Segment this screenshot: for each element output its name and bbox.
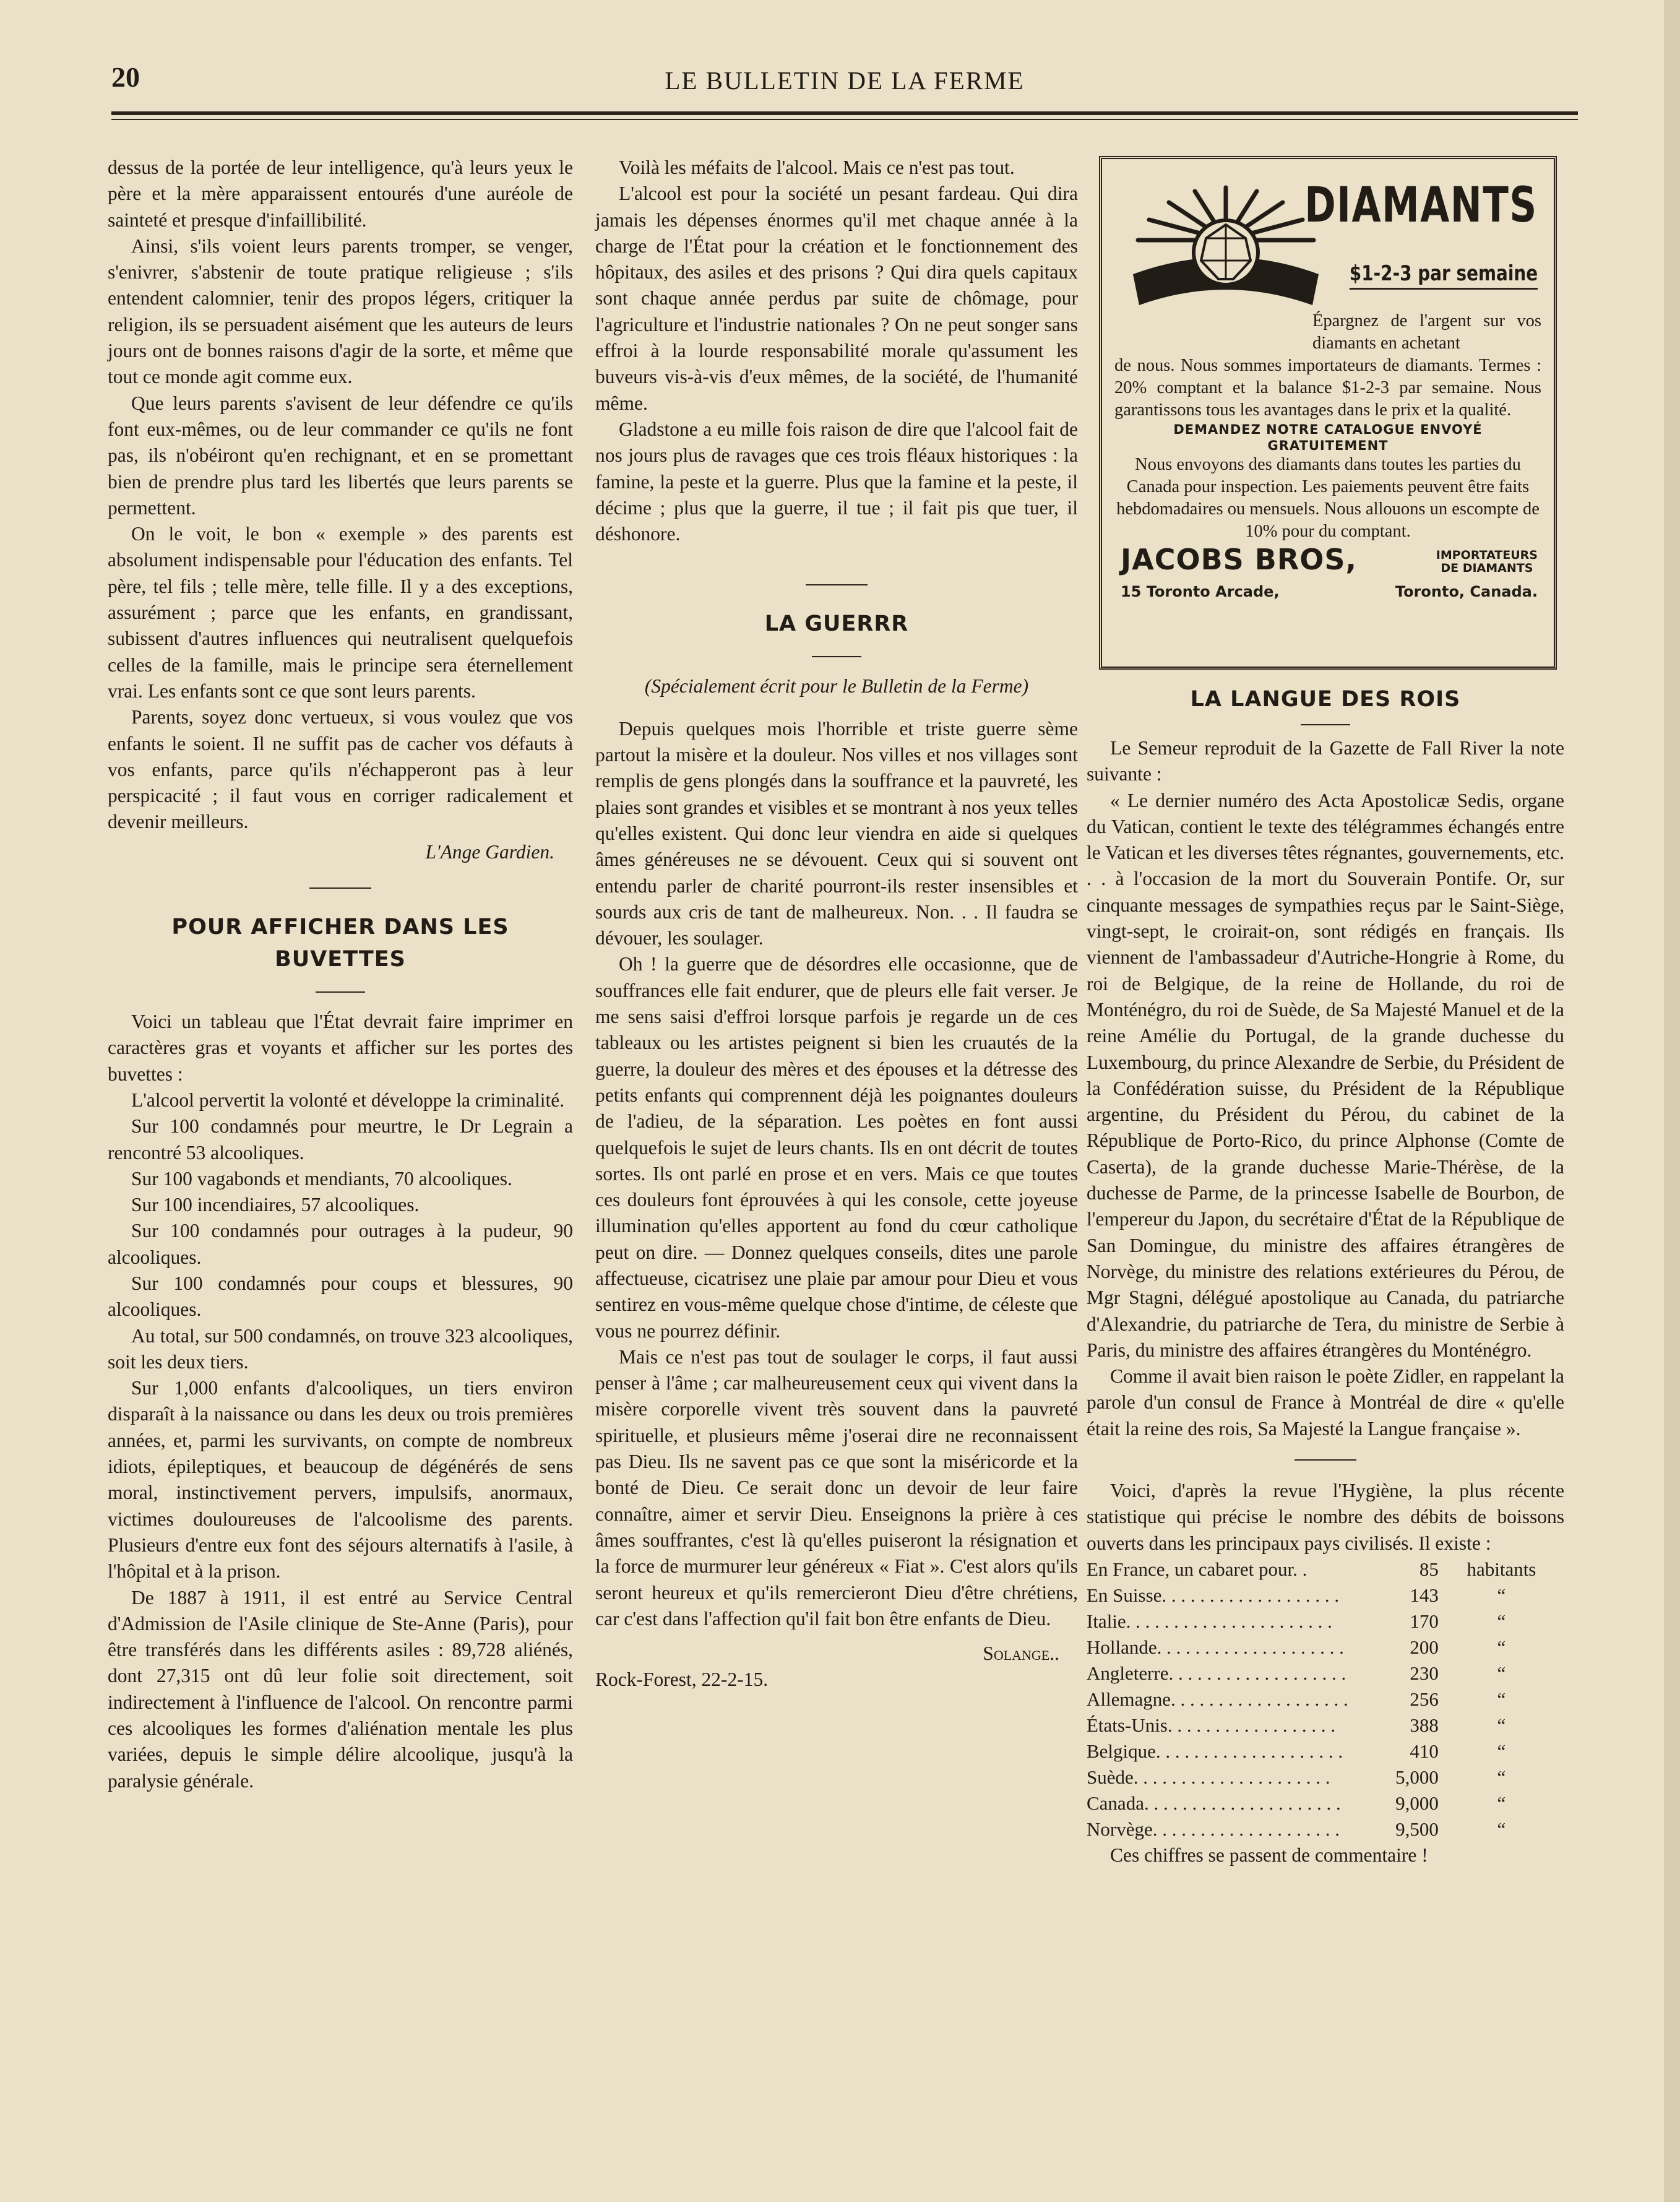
stat-country: Norvège. . . . . . . . . . . . . . . . . . . . <box>1087 1818 1340 1840</box>
ad-title: DIAMANTS <box>1304 178 1538 233</box>
header-rule-thick <box>111 111 1578 115</box>
page-header <box>111 61 1578 104</box>
paragraph: Sur 100 condamnés pour outrages à la pudeur, 90 alcooliques. <box>108 1220 573 1268</box>
paragraph: Ainsi, s'ils voient leurs parents tromper, se venger, s'enivrer, s'abstenir de toute pratique religieuse ; s'ils entendent calomnier, tenir des propos légers, critiquer la religion, ils se persuadent aisément que les auteurs de leurs jours ont de bonnes raisons d'agir de la sorte, et même que tout ce monde agit comme eux. <box>108 235 573 388</box>
stat-unit: “ <box>1497 1584 1506 1606</box>
stat-country: Angleterre. . . . . . . . . . . . . . . . . . . <box>1087 1662 1346 1684</box>
stat-country: Hollande. . . . . . . . . . . . . . . . . . . . <box>1087 1636 1344 1658</box>
stat-value: 5,000 <box>1395 1766 1439 1788</box>
paragraph: Voici un tableau que l'État devrait faire imprimer en caractères gras et voyants et afficher sur les portes des buvettes : <box>108 1011 573 1085</box>
stat-country: En France, un cabaret pour. . <box>1087 1558 1307 1580</box>
paragraph: Sur 100 incendiaires, 57 alcooliques. <box>131 1194 420 1216</box>
paragraph: L'alcool est pour la société un pesant fardeau. Qui dira jamais les dépenses énormes qu'il met chaque année à la charge de l'État pour la création et le fonctionnement des hôpitaux, des asiles et des prisons ? Qui dira quels capitaux sont chaque année perdus par suite de chômage, pour l'agriculture et l'industrie nationales ? On ne peut songer sans effroi à la lourde responsabilité morale qu'assument les buveurs vis-à-vis d'eux mêmes, de la société, de l'humanité même. <box>595 183 1078 414</box>
stat-value: 85 <box>1419 1558 1439 1580</box>
stat-value: 143 <box>1410 1584 1439 1606</box>
closing-line: Ces chiffres se passent de commentaire ! <box>1110 1844 1428 1866</box>
table-row <box>1087 1790 1564 1816</box>
ad-subtitle: $1-2-3 par semaine <box>1350 261 1538 290</box>
heading-line: BUVETTES <box>275 947 406 972</box>
article-signature: L'Ange Gardien. <box>425 840 554 863</box>
stat-country: États-Unis. . . . . . . . . . . . . . . . . . <box>1087 1714 1336 1736</box>
stat-country: Allemagne. . . . . . . . . . . . . . . . . . . <box>1087 1688 1348 1710</box>
paragraph: Parents, soyez donc vertueux, si vous voulez que vos enfants le soient. Il ne suffit pas de cacher vos défauts à vos enfants, parce qu'ils n'échapperont pas à leur perspicacité ; il faut vous en corriger radicalement et devenir meilleurs. <box>108 706 573 833</box>
paragraph: On le voit, le bon « exemple » des parents est absolument indispensable pour l'éducation des enfants. Tel père, tel fils ; telle mère, telle fille. Il y a des exceptions, assurément ; parce que les enfants, en grandissant, subissent d'autres influences qui neutralisent quelquefois celles de la famille, mais le principe sera éternellement vrai. Les enfants sont ce que sont leurs parents. <box>108 523 573 702</box>
ad-call-to-action: DEMANDEZ NOTRE CATALOGUE ENVOYÉ GRATUITEMENT <box>1173 422 1483 453</box>
paragraph: Voici, d'après la revue l'Hygiène, la plus récente statistique qui précise le nombre des débits de boissons ouverts dans les principaux pays civilisés. Il existe : <box>1087 1480 1564 1554</box>
stat-country: Italie. . . . . . . . . . . . . . . . . . . . . . <box>1087 1610 1332 1632</box>
ad-city: Toronto, Canada. <box>1395 583 1538 600</box>
paragraph: dessus de la portée de leur intelligence, qu'à leurs yeux le père et la mère apparaissent entourés d'une auréole de sainteté et presque d'infaillibilité. <box>108 157 573 231</box>
paragraph: Sur 1,000 enfants d'alcooliques, un tiers environ disparaît à la naissance ou dans les deux ou trois premières années, et, parmi les survivants, on compte de nombreux idiots, épileptiques, et beaucoup de dégénérés de sens moral, instinctivement pervers, impulsifs, anormaux, victimes douloureuses de l'alcoolisme des parents. Plusieurs d'entre eux font des séjours alternatifs à l'asile, à l'hôpital et à la prison. <box>108 1377 573 1582</box>
paragraph: « Le dernier numéro des Acta Apostolicæ Sedis, organe du Vatican, contient le texte des télégrammes échangés entre le Vatican et les diverses têtes régnantes, gouvernements, etc. . . à l'occasion de la mort du Souverain Pontife. Or, sur cinquante messages de sympathies reçus par le Saint-Siège, vingt-sept, le croirait-on, sont rédigés en français. Ils viennent de l'ambassadeur d'Autriche-Hongrie à Rome, du roi de Belgique, de la reine de Hollande, du roi de Monténégro, du roi de Suède, de Sa Majesté Manuel et de la reine Amélie du Portugal, de la grande duchesse du Luxembourg, du prince Alexandre de Serbie, du Président de la Confédération suisse, du Président de la République argentine, du Président du Pérou, du cabinet de la République de Porto-Rico, du prince Alphonse (Comte de Caserta), de la grande duchesse Marie-Thérèse, de la duchesse de Parme, de la princesse Isabelle de Bourbon, de l'empereur du Japon, du secrétaire d'État de la République de San Domingue, du ministre des affaires étrangères de Norvège, du ministre des relations extérieures du Pérou, de Mgr Stagni, délégué apostolique au Canada, du patriarche d'Alexandrie, du patriarche de Tera, du ministre de Serbie à Paris, du ministre des affaires étrangères du Monténégro. <box>1087 789 1564 1361</box>
paragraph: Que leurs parents s'avisent de leur défendre ce qu'ils font eux-mêmes, ou de leur commander ce qu'ils ne font pas, ils n'obéiront qu'en rechignant, et en se promettant bien de prendre plus tard les libertés que leurs parents se permettent. <box>108 392 573 519</box>
table-row <box>1087 1764 1564 1790</box>
paragraph: Sur 100 condamnés pour coups et blessures, 90 alcooliques. <box>108 1272 573 1321</box>
stat-unit: “ <box>1497 1636 1506 1658</box>
table-row <box>1087 1557 1564 1582</box>
ad-brand-name: JACOBS BROS, <box>1121 543 1357 576</box>
masthead-title: LE BULLETIN DE LA FERME <box>665 66 1025 95</box>
diamond-ring-icon <box>1127 181 1325 324</box>
stat-value: 200 <box>1410 1636 1439 1658</box>
page-edge <box>1664 0 1680 2202</box>
stat-value: 410 <box>1410 1740 1439 1762</box>
section-separator <box>309 887 371 889</box>
stat-unit: “ <box>1497 1740 1506 1762</box>
ad-street: 15 Toronto Arcade, <box>1121 583 1280 600</box>
stat-value: 170 <box>1410 1610 1439 1632</box>
table-row <box>1087 1582 1564 1608</box>
ad-banner <box>1114 168 1541 310</box>
stat-country: Suède. . . . . . . . . . . . . . . . . . . . . <box>1087 1766 1330 1788</box>
paragraph: Comme il avait bien raison le poète Zidler, en rappelant la parole d'un consul de France à Montréal de dire « qu'elle était la reine des rois, Sa Majesté la Langue française ». <box>1087 1365 1564 1440</box>
header-rule-thin <box>111 119 1578 120</box>
stat-unit: “ <box>1497 1610 1506 1632</box>
paragraph: Sur 100 vagabonds et mendiants, 70 alcooliques. <box>131 1167 512 1190</box>
table-row <box>1087 1712 1564 1738</box>
ad-brand-block <box>1114 543 1541 600</box>
article-subheading: (Spécialement écrit pour le Bulletin de la Ferme) <box>644 675 1029 697</box>
paragraph: Mais ce n'est pas tout de soulager le corps, il faut aussi penser à l'âme ; car malheureusement ceux qui vivent dans la misère corporelle vivent très souvent dans la pauvreté spirituelle, et plusieurs même j'oserai dire ne reconnaissent pas Dieu. Ils ne savent pas ce que sont la miséricorde et la bonté de Dieu. Ce serait donc un devoir de leur faire connaître, aimer et servir Dieu. Enseignons la prière à ces âmes souffrantes, c'est là qu'elles puiseront la résignation et la force de murmurer leur généreux « Fiat ». C'est alors qu'ils seront heureux et qu'ils remercieront Dieu d'être chrétiens, car c'est dans l'affection qu'il fait bon être enfants de Dieu. <box>595 1345 1078 1630</box>
stat-country: Canada. . . . . . . . . . . . . . . . . . . . . <box>1087 1792 1341 1814</box>
column-middle <box>595 155 1078 1693</box>
stat-value: 9,500 <box>1395 1818 1439 1840</box>
stat-value: 230 <box>1410 1662 1439 1684</box>
ad-address <box>1121 579 1538 605</box>
statistics-table <box>1087 1557 1564 1842</box>
section-separator <box>316 991 365 993</box>
paragraph: Depuis quelques mois l'horrible et triste guerre sème partout la misère et la douleur. Nos villes et nos villages sont remplis de gens plongés dans la souffrance et la pauvreté, les plaies sont grandes et visibles et se montrant à nos yeux telles qu'elles existent. Qui donc leur viendra en aide si quelques âmes généreuses ne se dévouent. Ceux qui si souvent ont entendu parler de charité pourront-ils rester insensibles et sourds aux cris de tant de malheureux. Non. . . Il faudra se dévouer, les soulager. <box>595 717 1078 949</box>
section-separator <box>806 584 868 585</box>
paragraph: Sur 100 condamnés pour meurtre, le Dr Legrain a rencontré 53 alcooliques. <box>108 1115 573 1164</box>
ad-text: Nous envoyons des diamants dans toutes les parties du Canada pour inspection. Les paiements peuvent être faits hebdomadaires ou mensuels. Nous allouons un escompte de 10% pour du comptant. <box>1116 455 1540 541</box>
stat-value: 256 <box>1410 1688 1439 1710</box>
article-heading-langue: LA LANGUE DES ROIS <box>1190 687 1461 712</box>
stat-value: 9,000 <box>1395 1792 1439 1814</box>
ad-text: Épargnez de l'argent sur vos diamants en achetant <box>1312 311 1541 353</box>
section-separator <box>1294 1459 1356 1461</box>
table-row <box>1087 1660 1564 1686</box>
column-left <box>108 155 573 1794</box>
paragraph: Gladstone a eu mille fois raison de dire que l'alcool fait de nos jours plus de ravages que ces trois fléaux historiques : la famine, la peste et la guerre. Plus que la famine et la peste, il décime ; plus que la guerre, il tue ; il fait pis que tuer, il déshonore. <box>595 418 1078 545</box>
section-separator <box>812 656 861 657</box>
place-date: Rock-Forest, 22-2-15. <box>595 1669 769 1691</box>
ad-brand-role <box>1436 549 1538 575</box>
heading-line: POUR AFFICHER DANS LES <box>171 915 509 940</box>
table-row <box>1087 1816 1564 1842</box>
column-right <box>1087 155 1564 1868</box>
table-row <box>1087 1738 1564 1764</box>
stat-unit: habitants <box>1467 1558 1536 1580</box>
stat-unit: “ <box>1497 1688 1506 1710</box>
brand-role-line: DE DIAMANTS <box>1441 561 1533 575</box>
table-row <box>1087 1686 1564 1712</box>
page-number: 20 <box>111 61 140 93</box>
article-heading-guerre: LA GUERRR <box>764 611 909 637</box>
paragraph: Le Semeur reproduit de la Gazette de Fall River la note suivante : <box>1087 737 1564 785</box>
diamond-advertisement <box>1099 156 1557 670</box>
stat-unit: “ <box>1497 1766 1506 1788</box>
paragraph: Oh ! la guerre que de désordres elle occasionne, que de souffrances elle fait endurer, que de pleurs elle fait verser. Je me sens saisi d'effroi lorsque parfois je regarde un de ces tableaux ou les artistes peignent si bien les cruautés de la guerre, la douleur des mères et des épouses et la détresse des petits enfants qui comprennent déjà les poignantes douleurs de l'adieu, de la séparation. Les poètes en font aussi quelquefois le sujet de leurs chants. Ils en ont décrit de toutes sortes. Ils ont parlé en prose et en vers. Mais ce que toutes ces douleurs font éprouvées à qui les console, cette joyeuse illumination qu'elles apportent au fond du cœur catholique peut on dire. — Donnez quelques conseils, dites une parole affectueuse, cicatrisez une plaie par amour pour Dieu et vous sentirez en vous-même quelque chose d'intime, de céleste que vous ne pourrez définir. <box>595 953 1078 1342</box>
ad-text: de nous. Nous sommes importateurs de diamants. Termes : 20% comptant et la balance $1-2-3 par semaine. Nous garantissons tous les avantages dans le prix et la qualité. <box>1114 356 1541 420</box>
paragraph: L'alcool pervertit la volonté et développe la criminalité. <box>131 1089 565 1111</box>
paragraph: Au total, sur 500 condamnés, on trouve 323 alcooliques, soit les deux tiers. <box>108 1324 573 1373</box>
stat-country: En Suisse. . . . . . . . . . . . . . . . . . . <box>1087 1584 1340 1606</box>
section-separator <box>1301 724 1350 725</box>
stat-unit: “ <box>1497 1818 1506 1840</box>
table-row <box>1087 1634 1564 1660</box>
stat-unit: “ <box>1497 1792 1506 1814</box>
paragraph: De 1887 à 1911, il est entré au Service Central d'Admission de l'Asile clinique de Ste-Anne (Paris), pour être transférés dans les différents asiles : 89,728 aliénés, dont 27,315 ont dû leur folie soit directement, soit indirectement à l'influence de l'alcool. On rencontre parmi ces alcooliques les formes d'aliénation mentale les plus variées, depuis le simple délire alcoolique, jusqu'à la paralysie générale. <box>108 1586 573 1792</box>
stat-unit: “ <box>1497 1714 1506 1736</box>
stat-value: 388 <box>1410 1714 1439 1736</box>
stat-country: Belgique. . . . . . . . . . . . . . . . . . . . <box>1087 1740 1343 1762</box>
article-signature: Solange.. <box>983 1643 1059 1665</box>
stat-unit: “ <box>1497 1662 1506 1684</box>
brand-role-line: IMPORTATEURS <box>1436 548 1538 562</box>
article-heading-buvettes <box>108 911 573 975</box>
table-row <box>1087 1608 1564 1634</box>
paragraph: Voilà les méfaits de l'alcool. Mais ce n'est pas tout. <box>619 157 1015 178</box>
